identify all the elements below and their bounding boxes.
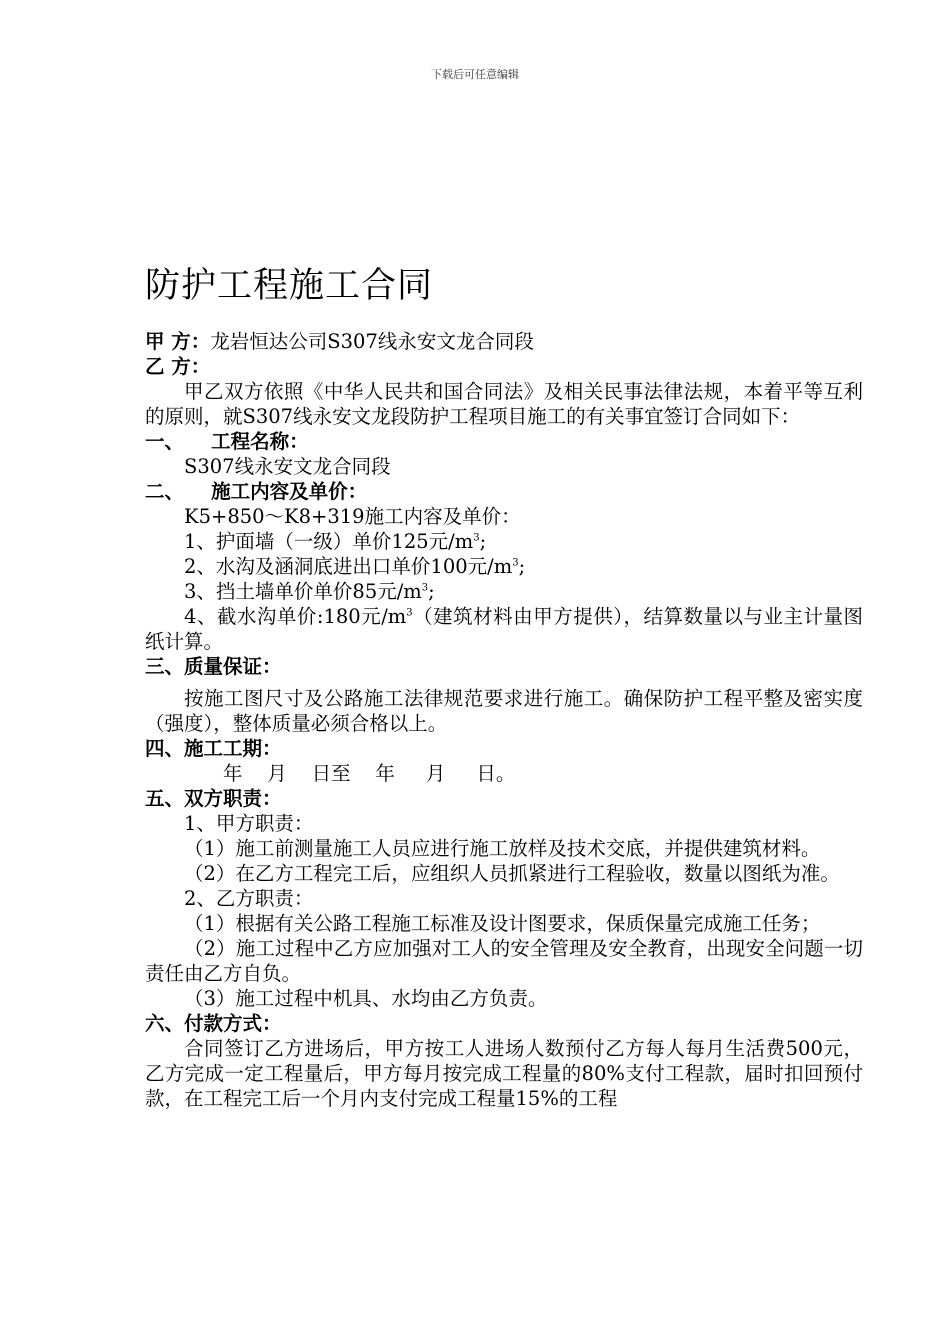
- construction-period-dates: 年 月 日至 年 月 日。: [223, 762, 516, 785]
- price-item-2-tail: ;: [518, 555, 526, 578]
- superscript-3: 3: [512, 557, 519, 569]
- party-b-duty-3: （3）施工过程中机具、水均由乙方负责。: [184, 987, 548, 1010]
- price-item-1-text: 1、护面墙（一级）单价125元/m: [184, 530, 474, 553]
- superscript-3: 3: [421, 582, 429, 594]
- section-4-heading: 四、施工工期：: [145, 737, 282, 760]
- party-a-duties-title: 1、甲方职责：: [184, 812, 314, 835]
- superscript-3: 3: [406, 607, 413, 619]
- price-item-4-text: 4、截水沟单价:180元/m: [184, 605, 407, 628]
- section-2-lead: K5+850～K8+319施工内容及单价：: [184, 505, 521, 528]
- party-b-line: [145, 354, 863, 379]
- party-a-duty-2: （2）在乙方工程完工后，应组织人员抓紧进行工程验收，数量以图纸为准。: [184, 862, 840, 885]
- section-1-heading: 一、 工程名称：: [145, 430, 309, 453]
- intro-paragraph: 甲乙双方依照《中华人民共和国合同法》及相关民事法律法规，本着平等互利的原则，就S307线永安文龙段防护工程项目施工的有关事宜签订合同如下：: [145, 380, 863, 428]
- section-6-text: 合同签订乙方进场后，甲方按工人进场人数预付乙方每人每月生活费500元，乙方完成一定工程量后，甲方每月按完成工程量的80%支付工程款，届时扣回预付款，在工程完工后一个月内支付完成工程量15%的工程: [145, 1037, 863, 1110]
- superscript-3: 3: [473, 532, 480, 544]
- document-body: [145, 329, 863, 1111]
- party-b-duties-title: 2、乙方职责：: [184, 887, 314, 910]
- price-item-3: [145, 579, 863, 604]
- section-3-text: 按施工图尺寸及公路施工法律规范要求进行施工。确保防护工程平整及密实度（强度），整体质量必须合格以上。: [145, 687, 863, 735]
- price-item-4: [145, 604, 863, 654]
- section-3-heading: 三、质量保证：: [145, 655, 282, 678]
- document-title: 防护工程施工合同: [145, 266, 434, 306]
- section-5-heading: 五、双方职责：: [145, 787, 282, 810]
- section-6-heading: 六、付款方式：: [145, 1012, 282, 1035]
- party-a-line: [145, 329, 863, 354]
- party-b-duty-2: （2）施工过程中乙方应加强对工人的安全管理及安全教育，出现安全问题一切责任由乙方自负。: [145, 937, 863, 985]
- price-item-2: [145, 554, 863, 579]
- price-item-2-text: 2、水沟及涵洞底进出口单价100元/m: [184, 555, 513, 578]
- page-header-note: 下载后可任意编辑: [431, 68, 519, 81]
- section-1-text: S307线永安文龙合同段: [184, 455, 391, 478]
- party-a-duty-1: （1）施工前测量施工人员应进行施工放样及技术交底，并提供建筑材料。: [184, 837, 821, 860]
- section-2-heading: 二、 施工内容及单价：: [145, 480, 368, 503]
- party-a-label: 甲 方：: [145, 330, 211, 353]
- party-b-duty-1: （1）根据有关公路工程施工标准及设计图要求，保质保量完成施工任务；: [184, 912, 821, 935]
- party-a-value: 龙岩恒达公司S307线永安文龙合同段: [210, 330, 534, 353]
- price-item-1-tail: ;: [479, 530, 487, 553]
- price-item-4-rest: （建筑材料由甲方提供），结算数量以与业主计量图纸计算。: [145, 605, 863, 653]
- party-b-label: 乙 方：: [145, 355, 211, 378]
- price-item-3-tail: ;: [428, 580, 435, 603]
- price-item-3-text: 3、挡土墙单价单价85元/m: [184, 580, 422, 603]
- price-item-1: [145, 529, 863, 554]
